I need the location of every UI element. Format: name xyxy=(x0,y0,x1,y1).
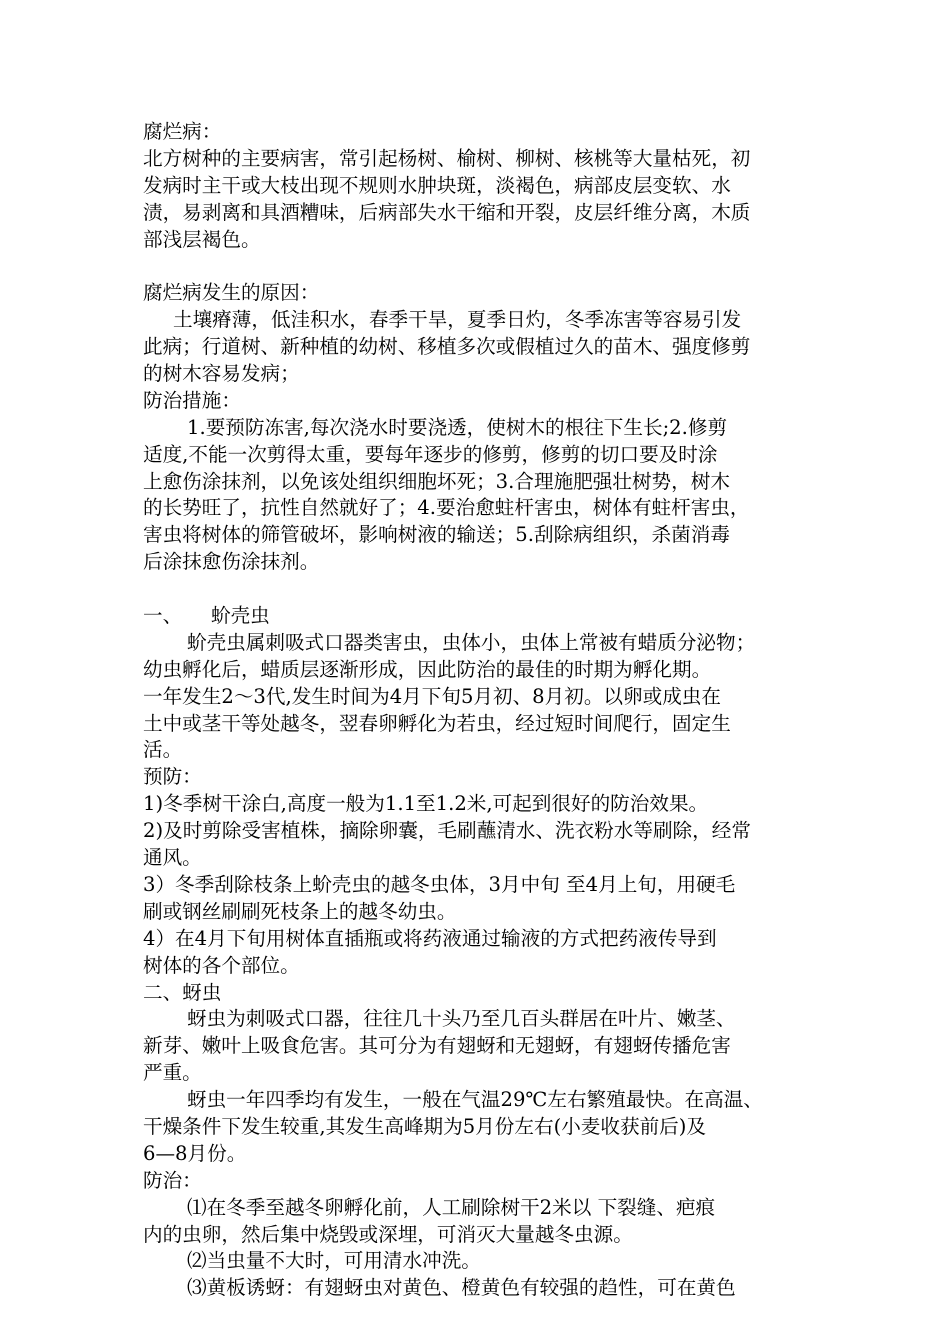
control-line: 的长势旺了，抗性自然就好了；4.要治愈蛀杆害虫，树体有蛀杆害虫， xyxy=(143,496,750,520)
rot-line: 北方树种的主要病害，常引起杨树、榆树、柳树、核桃等大量枯死，初 xyxy=(143,146,751,170)
aphid-line: 蚜虫为刺吸式口器，往往几十头乃至几百头群居在叶片、嫩茎、 xyxy=(187,1007,736,1031)
rot-line: 渍，易剥离和具酒糟味，后病部失水干缩和开裂，皮层纤维分离，木质 xyxy=(143,200,751,224)
cause-line: 土壤瘠薄，低洼积水，春季干旱，夏季日灼，冬季冻害等容易引发 xyxy=(173,308,742,332)
scale-line: 活。 xyxy=(143,738,183,762)
scale-title: 蚧壳虫 xyxy=(211,604,270,628)
aphid-title: 二、蚜虫 xyxy=(143,980,222,1004)
control-line: 后涂抹愈伤涂抹剂。 xyxy=(143,550,320,574)
aphid-control-item: 内的虫卵，然后集中烧毁或深埋，可消灭大量越冬虫源。 xyxy=(143,1222,633,1246)
aphid-line: 蚜虫一年四季均有发生，一般在气温29℃左右繁殖最快。在高温、 xyxy=(187,1088,763,1112)
cause-title: 腐烂病发生的原因： xyxy=(143,281,320,305)
scale-line: 蚧壳虫属刺吸式口器类害虫，虫体小，虫体上常被有蜡质分泌物； xyxy=(187,630,756,654)
scale-number: 一、 xyxy=(143,604,183,628)
prevent-line: 刷或钢丝刷刷死枝条上的越冬幼虫。 xyxy=(143,899,457,923)
prevent-line: 通风。 xyxy=(143,846,202,870)
prevent-title: 预防： xyxy=(143,765,202,789)
aphid-control-title: 防治： xyxy=(143,1168,202,1192)
rot-title: 腐烂病： xyxy=(143,120,222,143)
aphid-control-item: ⑶黄板诱蚜：有翅蚜虫对黄色、橙黄色有较强的趋性，可在黄色 xyxy=(187,1276,736,1300)
scale-line: 幼虫孵化后，蜡质层逐渐形成，因此防治的最佳的时期为孵化期。 xyxy=(143,657,712,681)
prevent-line: 4）在4月下旬用树体直插瓶或将药液通过输液的方式把药液传导到 xyxy=(143,926,717,950)
prevent-line: 树体的各个部位。 xyxy=(143,953,300,977)
aphid-control-item: ⑴在冬季至越冬卵孵化前，人工刷除树干2米以 下裂缝、疤痕 xyxy=(187,1195,716,1219)
control-line: 适度,不能一次剪得太重，要每年逐步的修剪，修剪的切口要及时涂 xyxy=(143,442,718,466)
scale-line: 一年发生2～3代,发生时间为4月下旬5月初、8月初。以卵或成虫在 xyxy=(143,684,721,708)
aphid-line: 新芽、嫩叶上吸食危害。其可分为有翅蚜和无翅蚜，有翅蚜传播危害 xyxy=(143,1034,731,1058)
control-title: 防治措施： xyxy=(143,388,241,412)
control-line: 上愈伤涂抹剂，以免该处组织细胞坏死；3.合理施肥强壮树势，树木 xyxy=(143,469,730,493)
prevent-line: 3）冬季刮除枝条上蚧壳虫的越冬虫体，3月中旬 至4月上旬，用硬毛 xyxy=(143,872,736,896)
cause-line: 此病；行道树、新种植的幼树、移植多次或假植过久的苗木、强度修剪 xyxy=(143,335,751,359)
spacer xyxy=(143,253,815,280)
spacer xyxy=(143,576,815,603)
scale-line: 土中或茎干等处越冬，翌春卵孵化为若虫，经过短时间爬行，固定生 xyxy=(143,711,731,735)
control-line: 害虫将树体的筛管破坏，影响树液的输送；5.刮除病组织，杀菌消毒 xyxy=(143,523,730,547)
prevent-line: 1)冬季树干涂白,高度一般为1.1至1.2米,可起到很好的防治效果。 xyxy=(143,792,709,816)
document-page xyxy=(143,119,815,1302)
aphid-line: 6—8月份。 xyxy=(143,1141,247,1165)
aphid-control-item: ⑵当虫量不大时，可用清水冲洗。 xyxy=(187,1249,481,1273)
prevent-line: 2)及时剪除受害植株，摘除卵囊，毛刷蘸清水、洗衣粉水等刷除，经常 xyxy=(143,819,751,843)
cause-line: 的树木容易发病； xyxy=(143,362,300,386)
aphid-line: 干燥条件下发生较重,其发生高峰期为5月份左右(小麦收获前后)及 xyxy=(143,1114,707,1138)
scale-heading xyxy=(143,603,815,630)
rot-line: 部浅层褐色。 xyxy=(143,227,261,251)
rot-line: 发病时主干或大枝出现不规则水肿块斑，淡褐色，病部皮层变软、水 xyxy=(143,173,731,197)
control-line: 1.要预防冻害,每次浇水时要浇透，使树木的根往下生长;2.修剪 xyxy=(187,415,728,439)
aphid-line: 严重。 xyxy=(143,1061,202,1085)
